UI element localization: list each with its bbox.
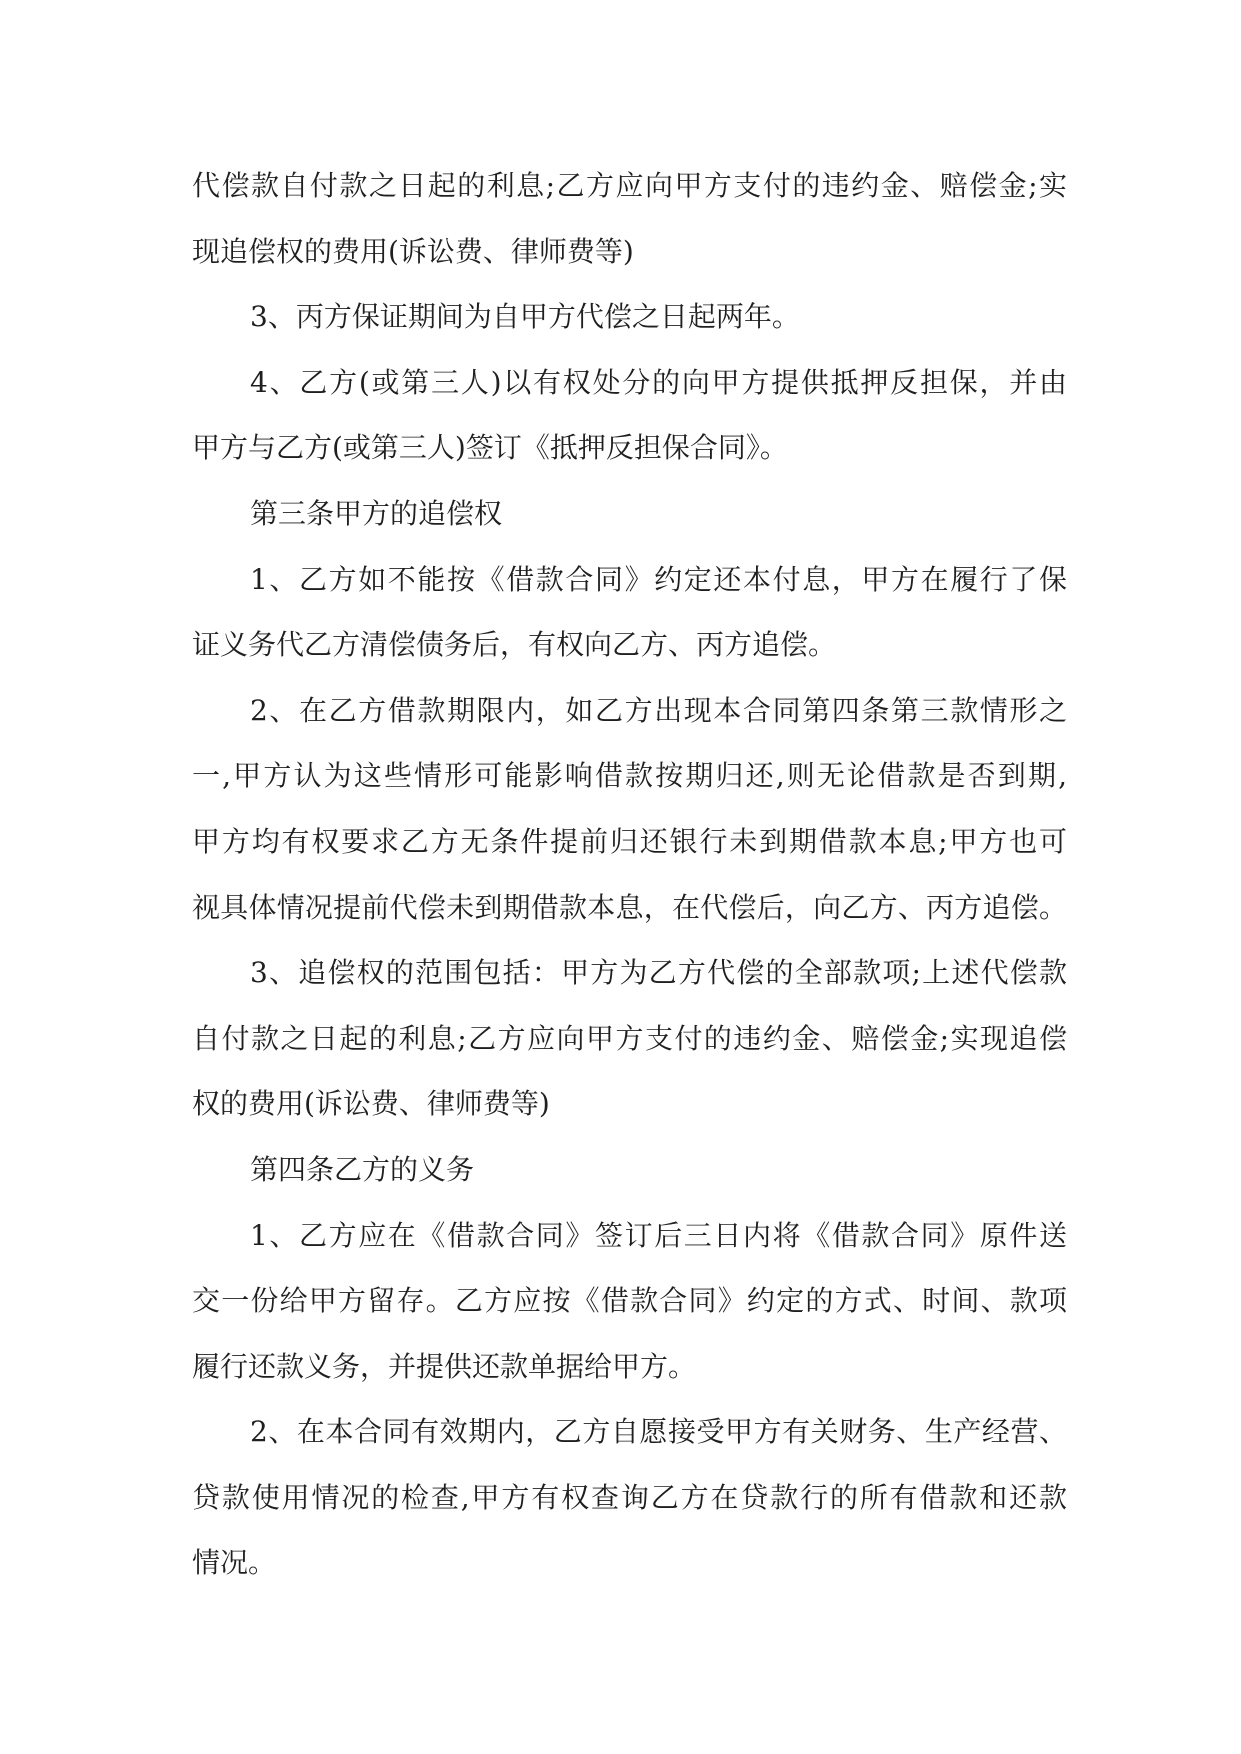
clause-paragraph <box>192 1399 1067 1596</box>
section-heading: 第四条乙方的义务 <box>250 1152 475 1186</box>
text-line: 甲方与乙方(或第三人)签订《抵押反担保合同》。 <box>192 431 788 465</box>
text-line: 4、乙方(或第三人)以有权处分的向甲方提供抵押反担保，并由 <box>250 365 1067 399</box>
clause-paragraph <box>192 678 1067 940</box>
text-line: 履行还款义务，并提供还款单据给甲方。 <box>192 1349 697 1383</box>
text-line: 3、追偿权的范围包括：甲方为乙方代偿的全部款项;上述代偿款 <box>250 956 1067 990</box>
text-line: 2、在乙方借款期限内，如乙方出现本合同第四条第三款情形之 <box>250 693 1067 727</box>
text-line: 一,甲方认为这些情形可能影响借款按期归还,则无论借款是否到期, <box>192 759 1067 793</box>
text-line: 1、乙方如不能按《借款合同》约定还本付息，甲方在履行了保 <box>250 562 1067 596</box>
clause-paragraph <box>192 547 1067 678</box>
clause-paragraph <box>192 350 1067 481</box>
text-line: 情况。 <box>192 1546 277 1580</box>
text-line: 证义务代乙方清偿债务后，有权向乙方、丙方追偿。 <box>192 628 837 662</box>
clause-paragraph <box>192 284 1067 350</box>
article-4-heading-block <box>192 1137 1067 1203</box>
section-heading: 第三条甲方的追偿权 <box>250 496 503 530</box>
text-line: 现追偿权的费用(诉讼费、律师费等) <box>192 234 634 268</box>
text-line: 自付款之日起的利息;乙方应向甲方支付的违约金、赔偿金;实现追偿 <box>192 1021 1067 1055</box>
text-line: 贷款使用情况的检查,甲方有权查询乙方在贷款行的所有借款和还款 <box>192 1480 1067 1514</box>
clause-paragraph <box>192 1203 1067 1400</box>
text-line: 代偿款自付款之日起的利息;乙方应向甲方支付的违约金、赔偿金;实 <box>192 169 1067 202</box>
document-body <box>192 153 1067 1596</box>
text-line: 3、丙方保证期间为自甲方代偿之日起两年。 <box>250 300 800 334</box>
text-line: 甲方均有权要求乙方无条件提前归还银行未到期借款本息;甲方也可 <box>192 824 1067 858</box>
text-line: 1、乙方应在《借款合同》签订后三日内将《借款合同》原件送 <box>250 1218 1067 1252</box>
continued-paragraph <box>192 153 1067 284</box>
text-line: 权的费用(诉讼费、律师费等) <box>192 1087 550 1121</box>
text-line: 视具体情况提前代偿未到期借款本息，在代偿后，向乙方、丙方追偿。 <box>192 890 1067 924</box>
text-line: 2、在本合同有效期内，乙方自愿接受甲方有关财务、生产经营、 <box>250 1415 1067 1449</box>
clause-paragraph <box>192 940 1067 1137</box>
article-3-heading-block <box>192 481 1067 547</box>
text-line: 交一份给甲方留存。乙方应按《借款合同》约定的方式、时间、款项 <box>192 1284 1067 1318</box>
